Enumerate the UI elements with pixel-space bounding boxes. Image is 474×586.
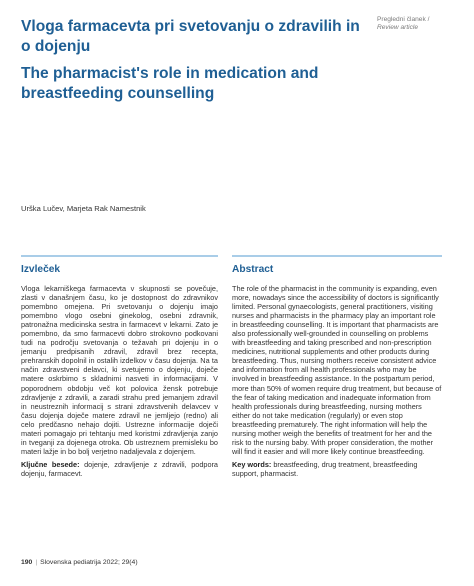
page-number: 190 xyxy=(21,559,33,566)
divider-right xyxy=(232,255,442,257)
keywords-english-value: breastfeeding, drug treatment, breastfeeding support, pharmacist. xyxy=(232,459,418,478)
article-type-label xyxy=(377,16,467,32)
abstract-slovene xyxy=(21,264,218,478)
abstract-slovene-text: Vloga lekarniškega farmacevta v skupnosti se povečuje, zlasti v današnjem času, ko je dostopnost do zdravnikov pomembno omejena. Pri svetovanju o dojenju imajo pomembno vlogo osebni ginekolog, osebni zdravnik, patronažna medicinska sestra in farmacevt v lekarni. Zato je pomembno, da smo farmacevti dobro strokovno podkovani tudi na področju svetovanja o težavah pri dojenju in o jemanju predpisanih zdravil, zdravil brez recepta, prehranskih dopolnil in ostalih izdelkov v času dojenja. Na ta način zdravstveni delavci, ki svetujemo o dojenju, doječe matere oskrbimo s skladnimi nasveti in informacijami. V poporodnem obdobju več kot polovica žensk potrebuje zdravljenje z zdravili, a zaradi strahu pred jemanjem zdravil in neustreznih informacij s strani zdravstvenih delavcev v času dojenja doječe matere zdravil ne jemljejo (redno) ali celo predčasno nehajo dojiti. Ustrezne informacije doječi materi pomagajo pri tehtanju med koristmi zdravljenja zanjo in tveganji za dojenega otroka. Ob ustreznem premisleku bo materi lažje in bo bolj verjetno nadaljevala z dojenjem. xyxy=(21,284,218,456)
divider-left xyxy=(21,255,218,257)
article-type-en: Review article xyxy=(377,24,419,32)
abstract-english-text: The role of the pharmacist in the community is expanding, even more, nowadays since the accessibility of doctors is significantly limited. Personal gynaecologists, general practitioners, visiting nurses and pharmacists in the pharmacy play an important role in breastfeeding counselling. It is important that pharmacists are also professionally well-grounded in counselling on problems with breastfeeding and taking prescribed and non-prescription medicines, nutritional supplements and other products during breastfeeding. Thus, nursing mothers receive consistent advice and information from all health professionals who may be involved in breastfeeding assistance. In the postpartum period, more than 50% of women require drug treatment, but because of the fear of taking medication and inadequate information from health professionals during breastfeeding, nursing mothers either do not take medication (regularly) or even stop breastfeeding prematurely. The right information will help the nursing mother weigh the benefits of treatment for her and the risk to the nursing baby. With proper consideration, the mother will find it easier and will more likely continue breastfeeding. xyxy=(232,284,442,456)
keywords-slovene-value: dojenje, zdravljenje z zdravili, podpora dojenju, farmacevt. xyxy=(21,459,218,478)
title-slovene: Vloga farmacevta pri svetovanju o zdravilih in o dojenju xyxy=(21,18,360,55)
footer-separator: | xyxy=(35,559,38,566)
journal-citation: Slovenska pediatrija 2022; 29(4) xyxy=(40,559,138,566)
keywords-english xyxy=(232,460,442,478)
title-english: The pharmacist's role in medication and breastfeeding counselling xyxy=(21,65,319,102)
page-footer xyxy=(21,559,138,566)
keywords-slovene-label: Ključne besede: xyxy=(21,459,80,469)
keywords-english-label: Key words: xyxy=(232,459,272,469)
keywords-slovene xyxy=(21,460,218,478)
abstract-slovene-heading: Izvleček xyxy=(21,264,61,275)
abstract-english xyxy=(232,264,442,478)
article-type-sl: Pregledni članek / xyxy=(377,16,430,23)
abstract-english-heading: Abstract xyxy=(232,264,274,275)
authors: Urška Lučev, Marjeta Rak Namestnik xyxy=(21,204,146,213)
